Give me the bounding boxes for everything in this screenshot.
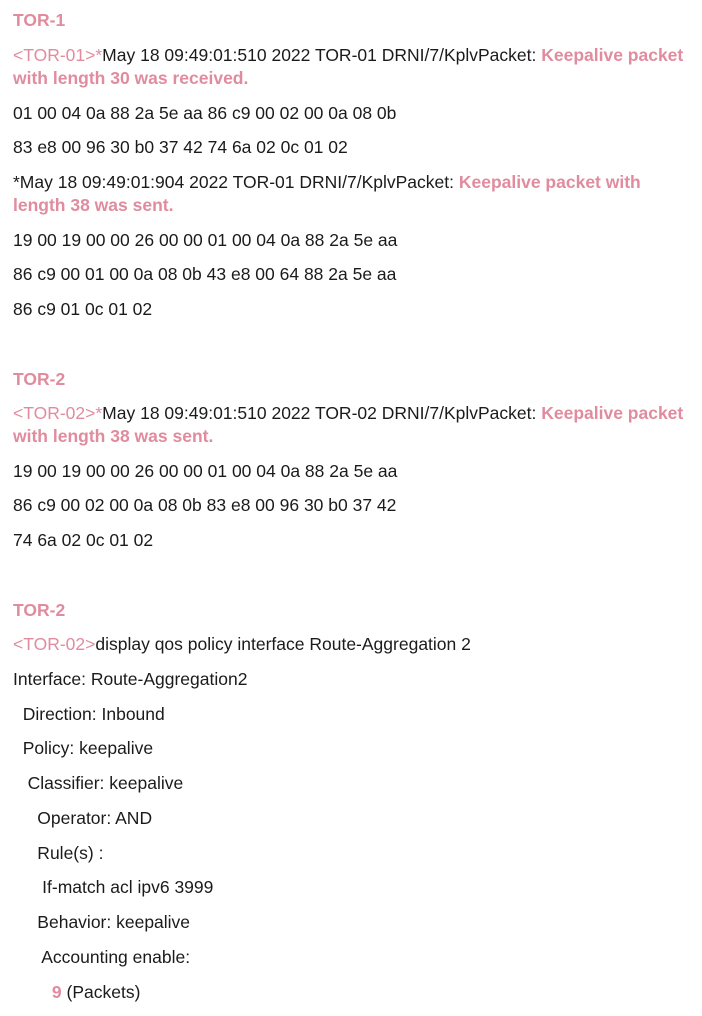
hex-line: 01 00 04 0a 88 2a 5e aa 86 c9 00 02 00 0a 08 0b xyxy=(13,103,397,123)
packet-count-unit: (Packets) xyxy=(61,982,141,1002)
section-title-tor2: TOR-2 xyxy=(13,369,66,389)
log-highlight: Keepalive packet with length 38 was sent. xyxy=(13,403,684,446)
packet-count-line xyxy=(13,981,140,1004)
command-line xyxy=(13,633,471,656)
log-highlight: Keepalive packet with length 38 was sent. xyxy=(13,172,641,215)
log-entry-tor1-received xyxy=(13,44,688,90)
packet-count: 9 xyxy=(51,982,62,1002)
hex-line: 86 c9 00 02 00 0a 08 0b 83 e8 00 96 30 b0 37 42 xyxy=(13,495,397,515)
log-text: May 18 09:49:01:510 2022 TOR-02 DRNI/7/KplvPacket: xyxy=(102,403,542,423)
section-title-tor2-qos: TOR-2 xyxy=(13,600,66,620)
log-entry-tor1-sent xyxy=(13,171,688,217)
output-line: Direction: Inbound xyxy=(13,704,165,724)
hex-line: 86 c9 01 0c 01 02 xyxy=(13,299,153,319)
hex-line: 19 00 19 00 00 26 00 00 01 00 04 0a 88 2a 5e aa xyxy=(13,461,398,481)
hex-line: 74 6a 02 0c 01 02 xyxy=(13,530,154,550)
command-text: display qos policy interface Route-Aggregation 2 xyxy=(95,634,471,654)
prompt: <TOR-01>* xyxy=(13,45,103,65)
hex-line: 83 e8 00 96 30 b0 37 42 74 6a 02 0c 01 02 xyxy=(13,137,348,157)
log-highlight: Keepalive packet with length 30 was received. xyxy=(13,45,684,88)
output-line: Policy: keepalive xyxy=(13,738,154,758)
hex-line: 19 00 19 00 00 26 00 00 01 00 04 0a 88 2a 5e aa xyxy=(13,230,398,250)
output-line: Rule(s) : xyxy=(13,843,104,863)
log-text: *May 18 09:49:01:904 2022 TOR-01 DRNI/7/KplvPacket: xyxy=(13,172,459,192)
output-line: Behavior: keepalive xyxy=(13,912,191,932)
hex-line: 86 c9 00 01 00 0a 08 0b 43 e8 00 64 88 2a 5e aa xyxy=(13,264,397,284)
prompt: <TOR-02>* xyxy=(13,403,103,423)
log-text: May 18 09:49:01:510 2022 TOR-01 DRNI/7/KplvPacket: xyxy=(102,45,542,65)
section-title-tor1: TOR-1 xyxy=(13,10,66,30)
output-line: Accounting enable: xyxy=(13,947,191,967)
output-line: If-match acl ipv6 3999 xyxy=(13,877,214,897)
prompt: <TOR-02> xyxy=(13,634,96,654)
output-line: Interface: Route-Aggregation2 xyxy=(13,669,248,689)
output-line: Operator: AND xyxy=(13,808,153,828)
log-entry-tor2-sent xyxy=(13,402,688,448)
output-line: Classifier: keepalive xyxy=(13,773,184,793)
